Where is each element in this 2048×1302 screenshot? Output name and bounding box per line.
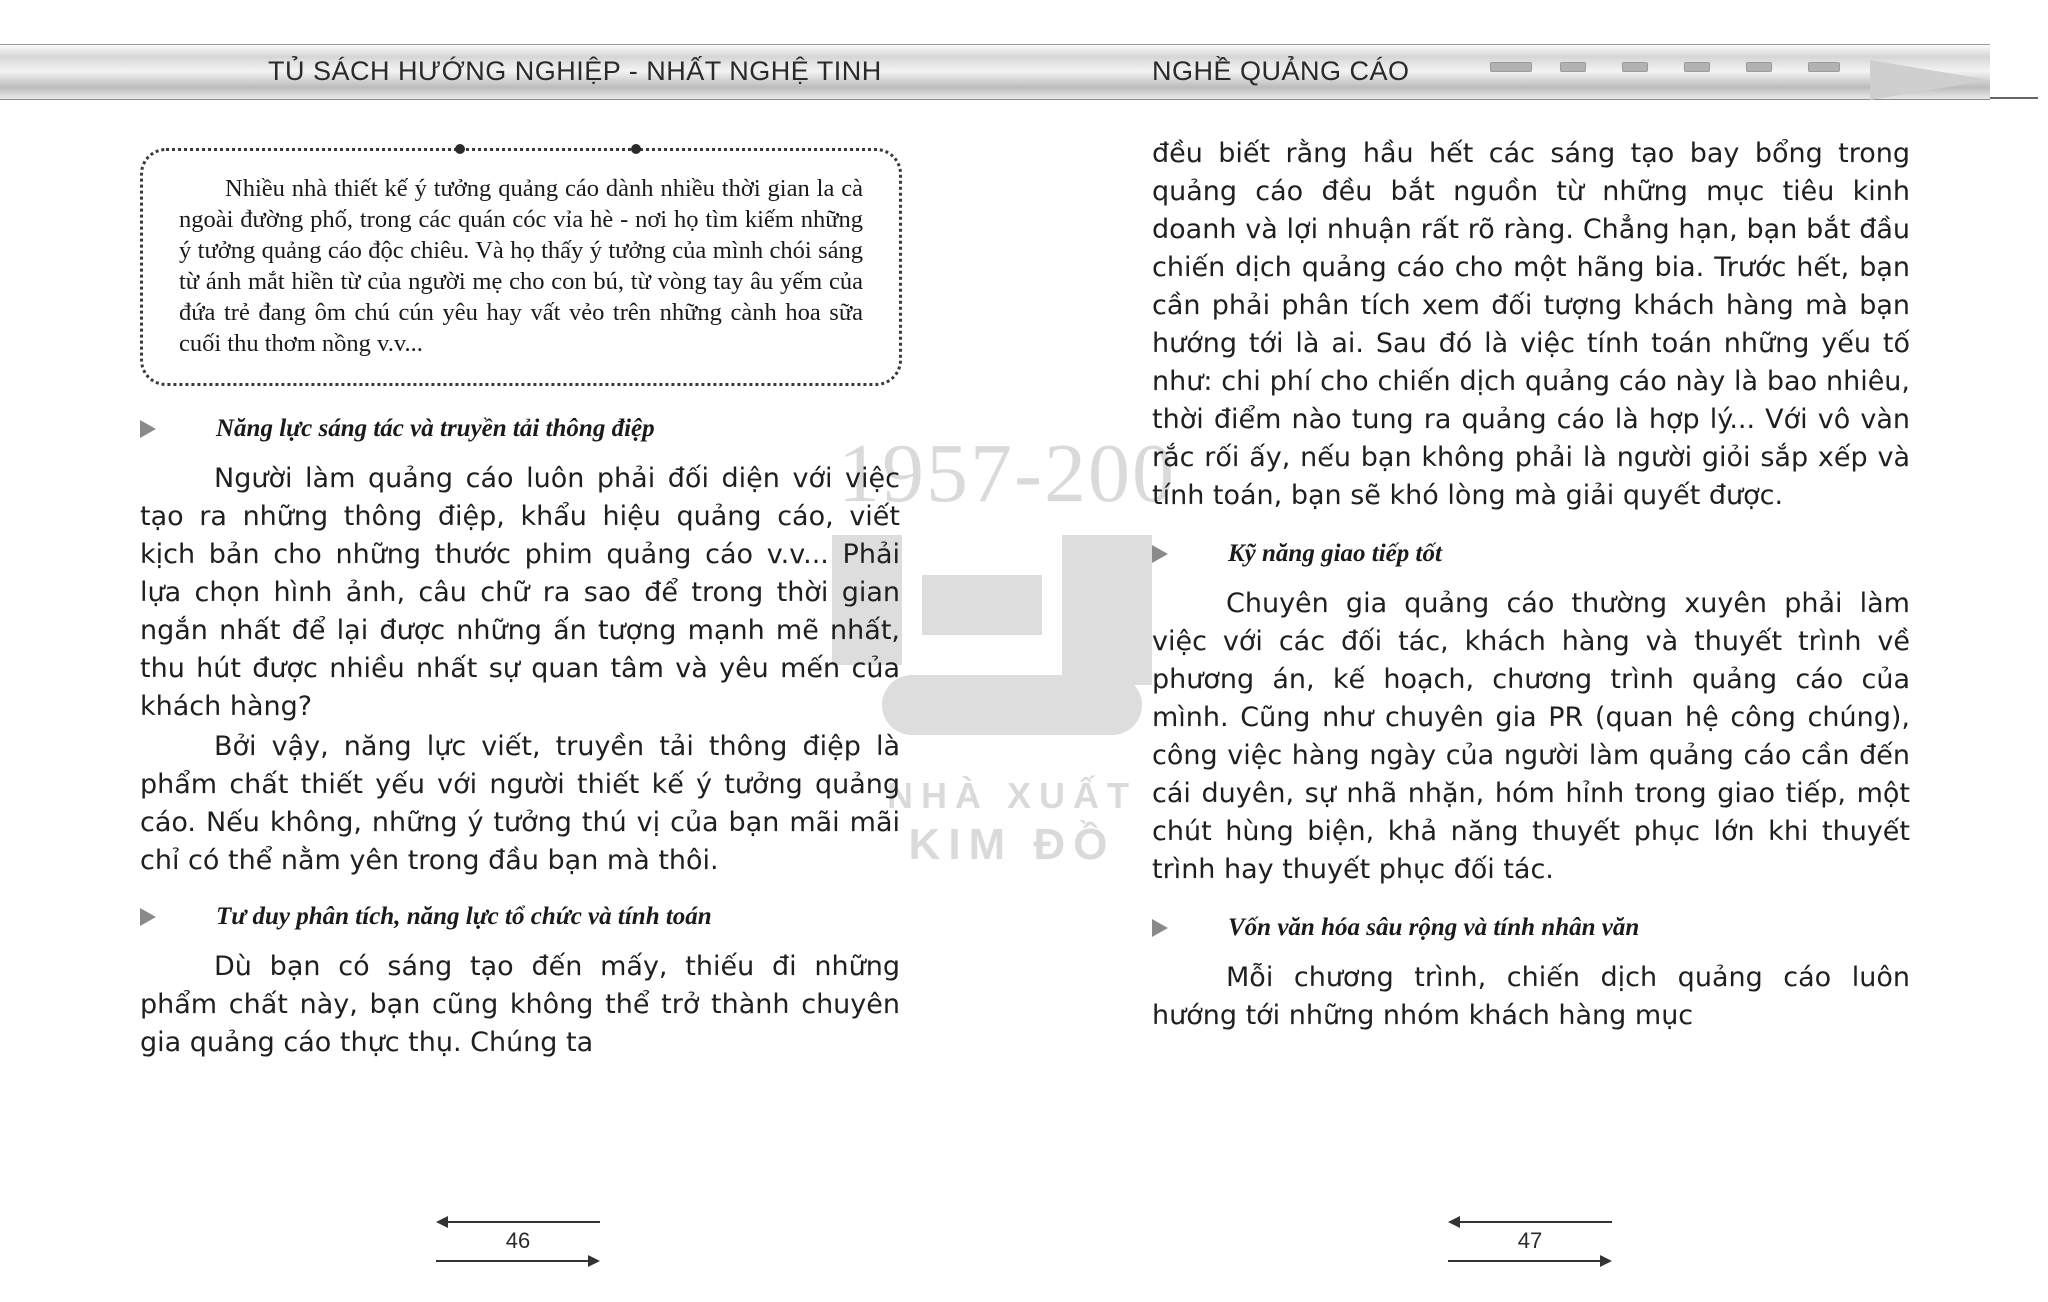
header-decoration xyxy=(1560,62,1586,72)
page-number-rule xyxy=(436,1260,590,1262)
body-paragraph: Dù bạn có sáng tạo đến mấy, thiếu đi những phẩm chất này, bạn cũng không thể trở thành chuyên gia quảng cáo thực thụ. Chúng ta xyxy=(140,951,900,1058)
page-number-rule xyxy=(446,1221,600,1223)
quote-box-dot xyxy=(631,144,641,154)
series-title: TỦ SÁCH HƯỚNG NGHIỆP - NHẤT NGHỆ TINH xyxy=(268,56,882,86)
body-paragraph: Mỗi chương trình, chiến dịch quảng cáo luôn hướng tới những nhóm khách hàng mục xyxy=(1152,962,1910,1031)
book-title: NGHỀ QUẢNG CÁO xyxy=(1152,56,1410,86)
body-paragraph: Chuyên gia quảng cáo thường xuyên phải làm việc với các đối tác, khách hàng và thuyết trình về phương án, kế hoạch, chương trình quảng cáo của mình. Cũng như chuyên gia PR (quan hệ công chúng), công việc hàng ngày của người làm quảng cáo cần đến cái duyên, sự nhã nhặn, hóm hỉnh trong giao tiếp, một chút hùng biện, khả năng thuyết phục lớn khi thuyết trình hay thuyết phục đối tác. xyxy=(1152,588,1910,885)
page-number: 47 xyxy=(1517,1228,1543,1253)
page-number-rule xyxy=(1448,1260,1602,1262)
watermark-year: 1957-200 xyxy=(838,427,1176,520)
section-heading xyxy=(1152,911,1910,945)
section-heading-text: Năng lực sáng tác và truyền tải thông điệp xyxy=(216,415,655,442)
bullet-arrow-icon xyxy=(1152,545,1168,563)
section-heading xyxy=(140,900,900,934)
watermark-shape xyxy=(922,575,1042,635)
section-heading xyxy=(1152,537,1910,571)
bullet-arrow-icon xyxy=(1152,919,1168,937)
page-number-rule xyxy=(1458,1221,1612,1223)
watermark-publisher-line1: NHÀ XUẤT xyxy=(887,775,1137,816)
section-heading-text: Tư duy phân tích, năng lực tổ chức và tính toán xyxy=(216,903,712,930)
quote-box xyxy=(140,148,902,386)
arrow-right-icon xyxy=(1600,1255,1612,1267)
body-paragraph: Người làm quảng cáo luôn phải đối diện với việc tạo ra những thông điệp, khẩu hiệu quảng cáo, viết kịch bản cho những thước phim quảng cáo v.v... Phải lựa chọn hình ảnh, câu chữ ra sao để trong thời gian ngắn nhất để lại được những ấn tượng mạnh mẽ nhất, thu hút được nhiều nhất sự quan tâm và yêu mến của khách hàng? xyxy=(140,463,900,722)
bullet-arrow-icon xyxy=(140,420,156,438)
quote-text: Nhiều nhà thiết kế ý tưởng quảng cáo dành nhiều thời gian la cà ngoài đường phố, trong các quán cóc vỉa hè - nơi họ tìm kiếm những ý tưởng quảng cáo độc chiêu. Và họ thấy ý tưởng của mình chói sáng từ ánh mắt hiền từ của người mẹ cho con bú, từ vòng tay âu yếm của đứa trẻ đang ôm chú cún yêu hay vất vẻo trên những cành hoa sữa cuối thu thơm nồng v.v... xyxy=(179,175,863,357)
body-paragraph: Bởi vậy, năng lực viết, truyền tải thông điệp là phẩm chất thiết yếu với người thiết kế ý tưởng quảng cáo. Nếu không, những ý tưởng thú vị của bạn mãi mãi chỉ có thể nằm yên trong đầu bạn mà thôi. xyxy=(140,731,900,876)
watermark-publisher-line2: KIM ĐỒ xyxy=(908,820,1116,869)
watermark-shape xyxy=(882,675,1142,735)
right-page xyxy=(1152,135,1910,1035)
section-heading-text: Vốn văn hóa sâu rộng và tính nhân văn xyxy=(1228,914,1640,941)
bullet-arrow-icon xyxy=(140,908,156,926)
header-decoration xyxy=(1746,62,1772,72)
left-page xyxy=(140,140,900,1062)
section-heading-text: Kỹ năng giao tiếp tốt xyxy=(1228,540,1442,567)
header-decoration xyxy=(1684,62,1710,72)
watermark-shape xyxy=(1062,535,1152,685)
body-paragraph: đều biết rằng hầu hết các sáng tạo bay bổng trong quảng cáo đều bắt nguồn từ những mục tiêu kinh doanh và lợi nhuận rất rõ ràng. Chẳng hạn, bạn bắt đầu chiến dịch quảng cáo cho một hãng bia. Trước hết, bạn cần phải phân tích xem đối tượng khách hàng mà bạn hướng tới là ai. Sau đó là việc tính toán những yếu tố như: chi phí cho chiến dịch quảng cáo này là bao nhiêu, thời điểm nào tung ra quảng cáo là hợp lý... Với vô vàn rắc rối ấy, nếu bạn không phải là người giỏi sắp xếp và tính toán, bạn sẽ khó lòng mà giải quyết được. xyxy=(1152,138,1910,511)
arrow-right-icon xyxy=(588,1255,600,1267)
quote-box-dot xyxy=(455,144,465,154)
section-heading xyxy=(140,412,900,446)
header-decoration xyxy=(1622,62,1648,72)
header-tip-line xyxy=(1990,97,2038,99)
header-arrow-tip xyxy=(1870,60,1990,100)
header-decoration xyxy=(1808,62,1840,72)
header-decoration xyxy=(1490,62,1532,72)
page-number: 46 xyxy=(505,1228,531,1253)
